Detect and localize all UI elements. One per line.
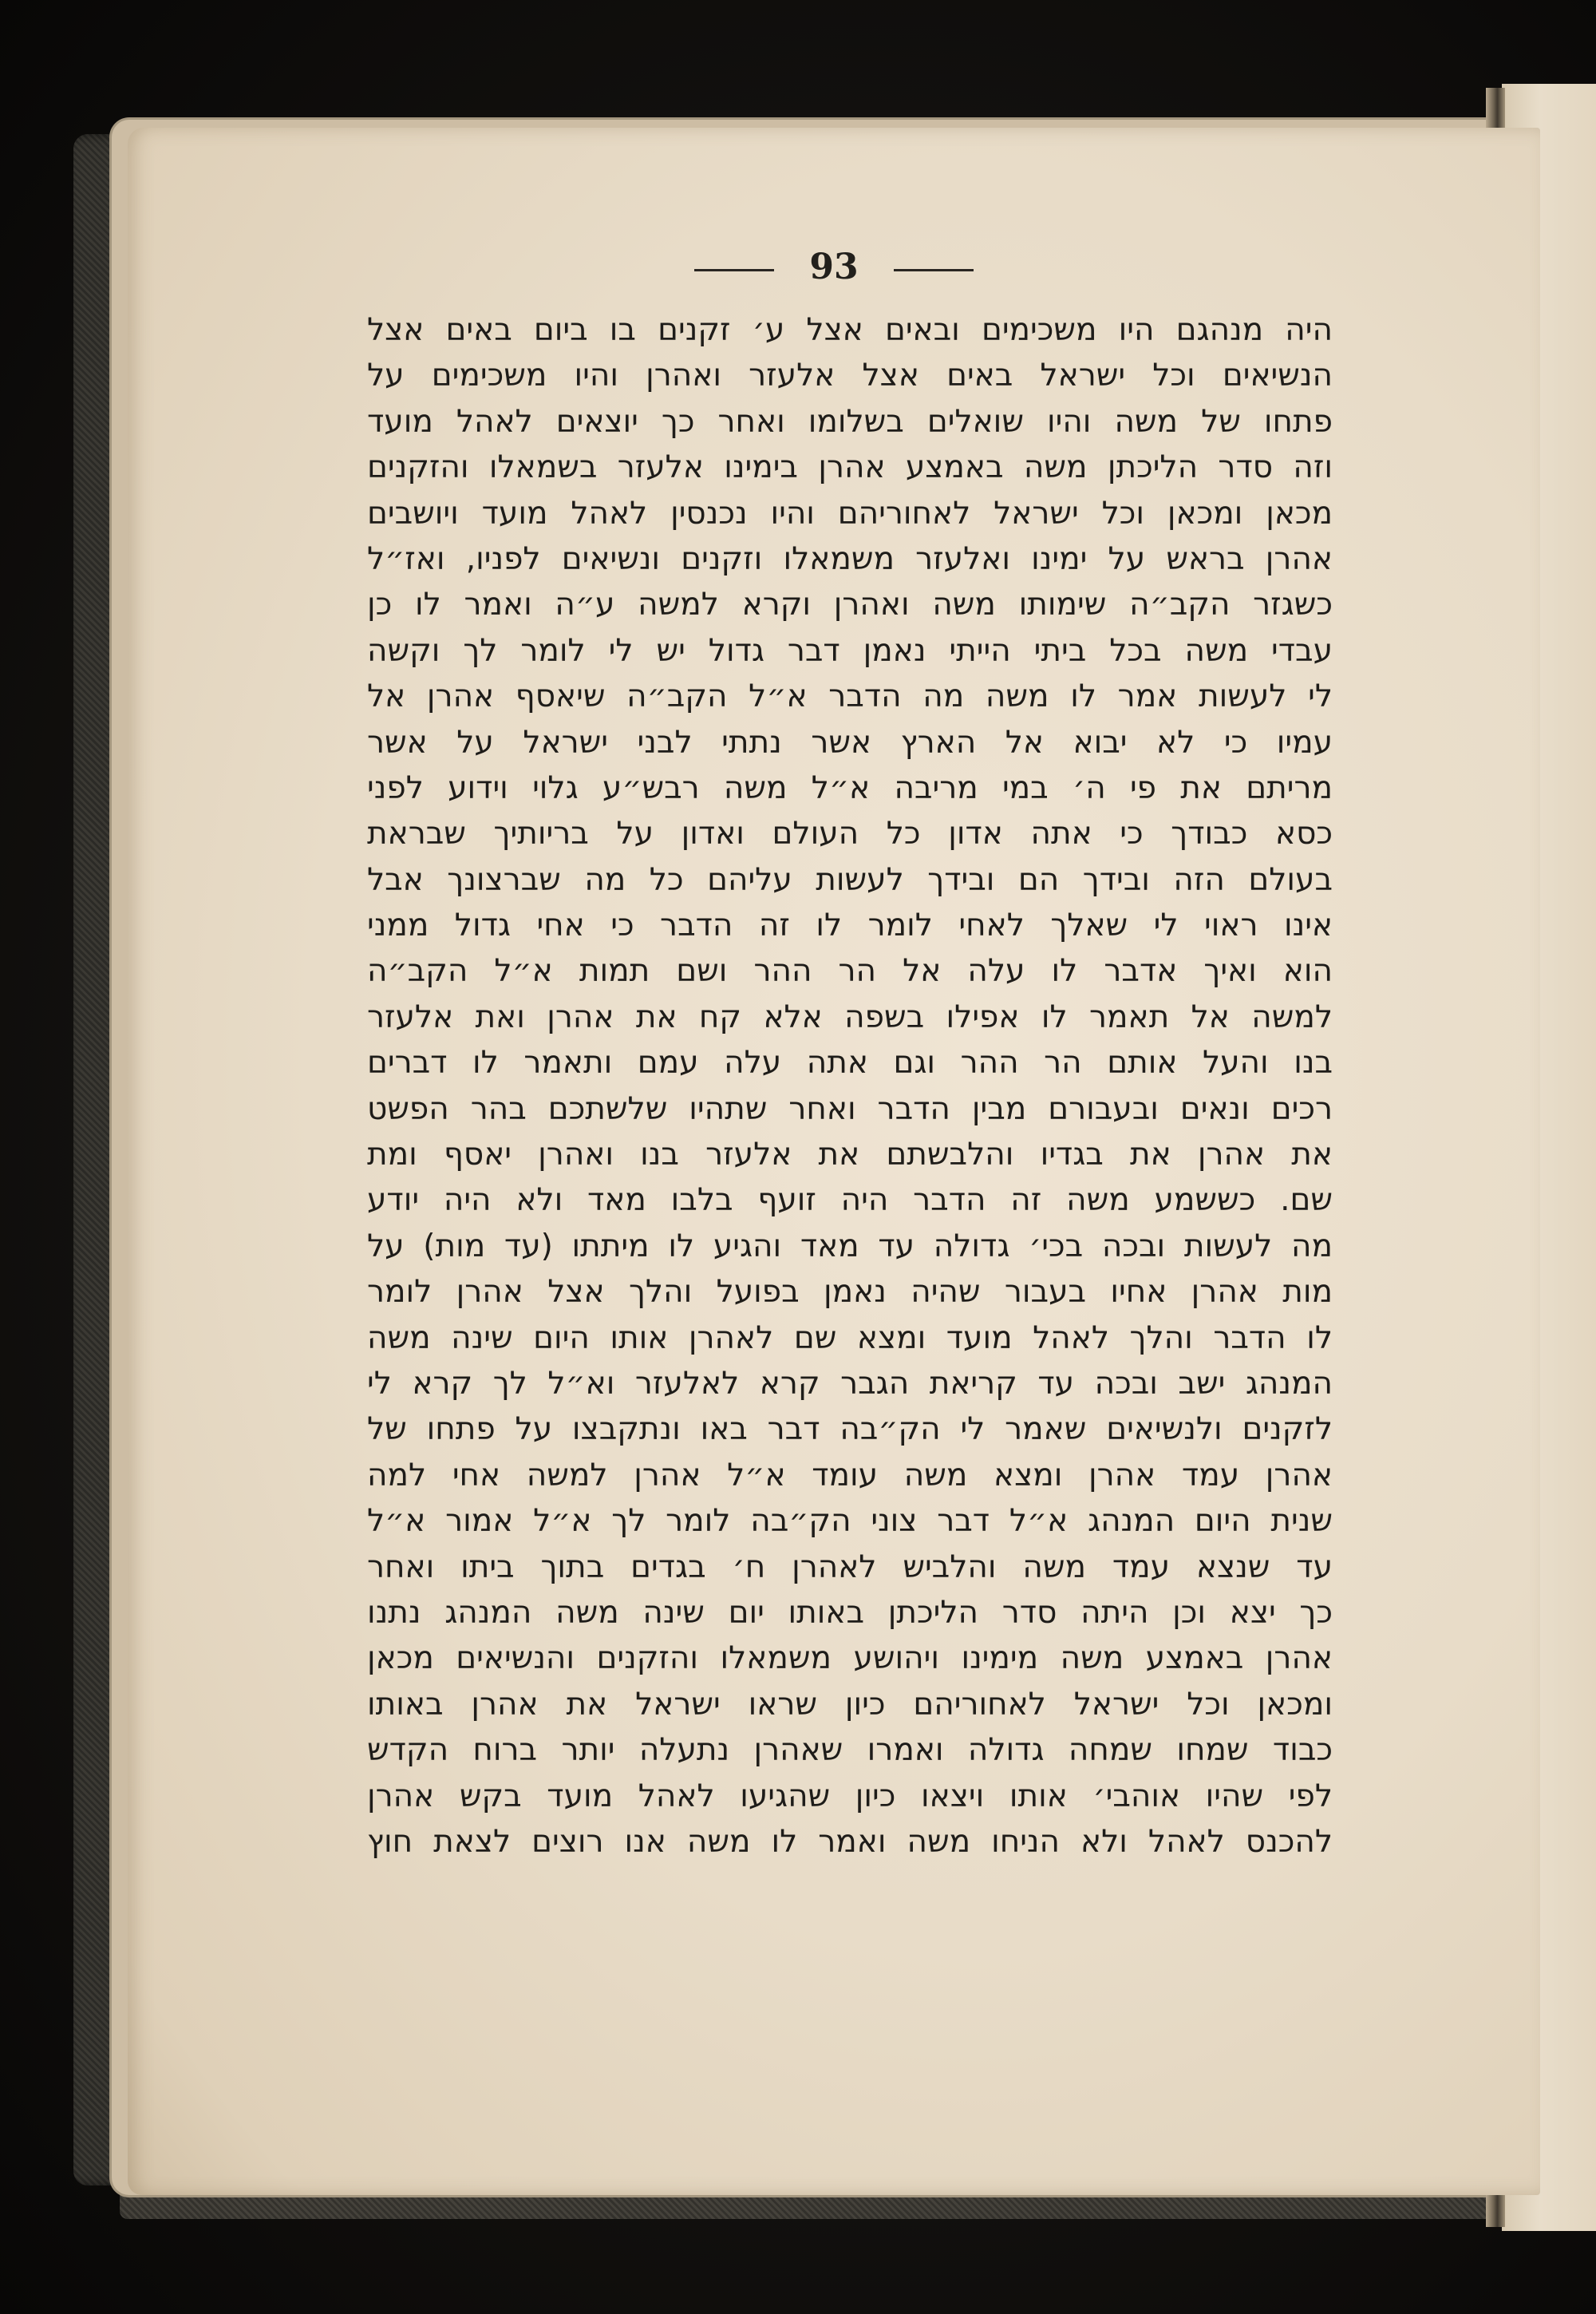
text-line: אינו ראוי לי שאלך לאחי לומר לו זה הדבר כי אחי גדול ממני bbox=[367, 908, 1333, 944]
text-line: אהרן בראש על ימינו ואלעזר משמאלו וזקנים ונשיאים לפניו, ואז״ל bbox=[367, 540, 1333, 577]
text-line: עד שנצא עמד משה והלביש לאהרן ח׳ בגדים בתוך ביתו ואחר bbox=[367, 1549, 1333, 1585]
text-line: היה מנהגם היו משכימים ובאים אצל ע׳ זקנים בו ביום באים אצל bbox=[367, 312, 1333, 348]
text-line: להכנס לאהל ולא הניחו משה ואמר לו משה אנו רוצים לצאת חוץ bbox=[367, 1823, 1333, 1860]
body-text bbox=[367, 307, 1333, 1865]
text-line: אהרן עמד אהרן ומצא משה עומד א״ל אהרן למשה אחי למה bbox=[367, 1457, 1333, 1493]
text-line: רכים ונאים ובעבורם מבין הדבר ואחר שתהיו שלשתכם בהר הפשט bbox=[367, 1090, 1333, 1127]
text-line: מות אהרן אחיו בעבור שהיה נאמן בפועל והלך אצל אהרן לומר bbox=[367, 1274, 1333, 1311]
text-line: עמיו כי לא יבוא אל הארץ אשר נתתי לבני ישראל על אשר bbox=[367, 724, 1333, 761]
text-line: מה לעשות ובכה בכי׳ גדולה עד מאד והגיע לו מיתתו (עד מות) על bbox=[367, 1228, 1333, 1264]
text-line: מכאן ומכאן וכל ישראל לאחוריהם והיו נכנסין לאהל מועד ויושבים bbox=[367, 495, 1333, 532]
text-line: מריתם את פי ה׳ במי מריבה א״ל משה רבש״ע גלוי וידוע לפני bbox=[367, 769, 1333, 806]
header-rule-right bbox=[894, 269, 974, 271]
page-number: 93 bbox=[809, 247, 859, 287]
text-line: פתחו של משה והיו שואלים בשלומו ואחר כך יוצאים לאהל מועד bbox=[367, 403, 1333, 440]
text-line: לפי שהיו אוהבי׳ אותו ויצאו כיון שהגיעו לאהל מועד בקש אהרן bbox=[367, 1778, 1333, 1814]
text-line: המנהג ישב ובכה עד קריאת הגבר קרא לאלעזר וא״ל לך קרא לי bbox=[367, 1365, 1333, 1402]
text-line: לי לעשות אמר לו משה מה הדבר א״ל הקב״ה שיאסף אהרן אל bbox=[367, 678, 1333, 715]
text-line: בעולם הזה ובידך הם ובידך לעשות עליהם כל מה שברצונך אבל bbox=[367, 861, 1333, 898]
text-line: לזקנים ולנשיאים שאמר לי הק״בה דבר באו ונתקבצו על פתחו של bbox=[367, 1411, 1333, 1448]
text-line: הנשיאים וכל ישראל באים אצל אלעזר ואהרן והיו משכימים על bbox=[367, 358, 1333, 394]
text-line: כשגזר הקב״ה שימותו משה ואהרן וקרא למשה ע״ה ואמר לו כן bbox=[367, 587, 1333, 623]
text-line: כבוד שמחו שמחה גדולה ואמרו שאהרן נתעלה יותר ברוח הקדש bbox=[367, 1732, 1333, 1769]
text-line: אהרן באמצע משה מימינו ויהושע משמאלו והזקנים והנשיאים מכאן bbox=[367, 1640, 1333, 1677]
text-line: הוא ואיך אדבר לו עלה אל הר ההר ושם תמות א״ל הקב״ה bbox=[367, 953, 1333, 990]
text-line: למשה אל תאמר לו אפילו בשפה אלא קח את אהרן ואת אלעזר bbox=[367, 999, 1333, 1035]
text-line: בנו והעל אותם הר ההר וגם אתה עלה עמם ותאמר לו דברים bbox=[367, 1045, 1333, 1082]
text-line: לו הדבר והלך לאהל מועד ומצא שם לאהרן אותו היום שינה משה bbox=[367, 1319, 1333, 1356]
text-line: שנית היום המנהג א״ל דבר צוני הק״בה לומר לך א״ל אמור א״ל bbox=[367, 1503, 1333, 1540]
text-line: ומכאן וכל ישראל לאחוריהם כיון שראו ישראל את אהרן באותו bbox=[367, 1686, 1333, 1723]
text-line: כסא כבודך כי אתה אדון כל העולם ואדון על בריותיך שבראת bbox=[367, 816, 1333, 852]
text-line: וזה סדר הליכתן משה באמצע אהרן בימינו אלעזר בשמאלו והזקנים bbox=[367, 449, 1333, 486]
text-line: כך יצא וכן היתה סדר הליכתן באותו יום שינה משה המנהג נתנו bbox=[367, 1594, 1333, 1631]
text-line: עבדי משה בכל ביתי הייתי נאמן דבר גדול יש לי לומר לך וקשה bbox=[367, 632, 1333, 669]
text-line: שם. כששמע משה זה הדבר היה זועף בלבו מאד ולא היה יודע bbox=[367, 1182, 1333, 1219]
text-line: את אהרן את בגדיו והלבשתם את אלעזר בנו ואהרן יאסף ומת bbox=[367, 1137, 1333, 1173]
header-rule-left bbox=[694, 269, 774, 271]
page-header bbox=[694, 243, 982, 291]
